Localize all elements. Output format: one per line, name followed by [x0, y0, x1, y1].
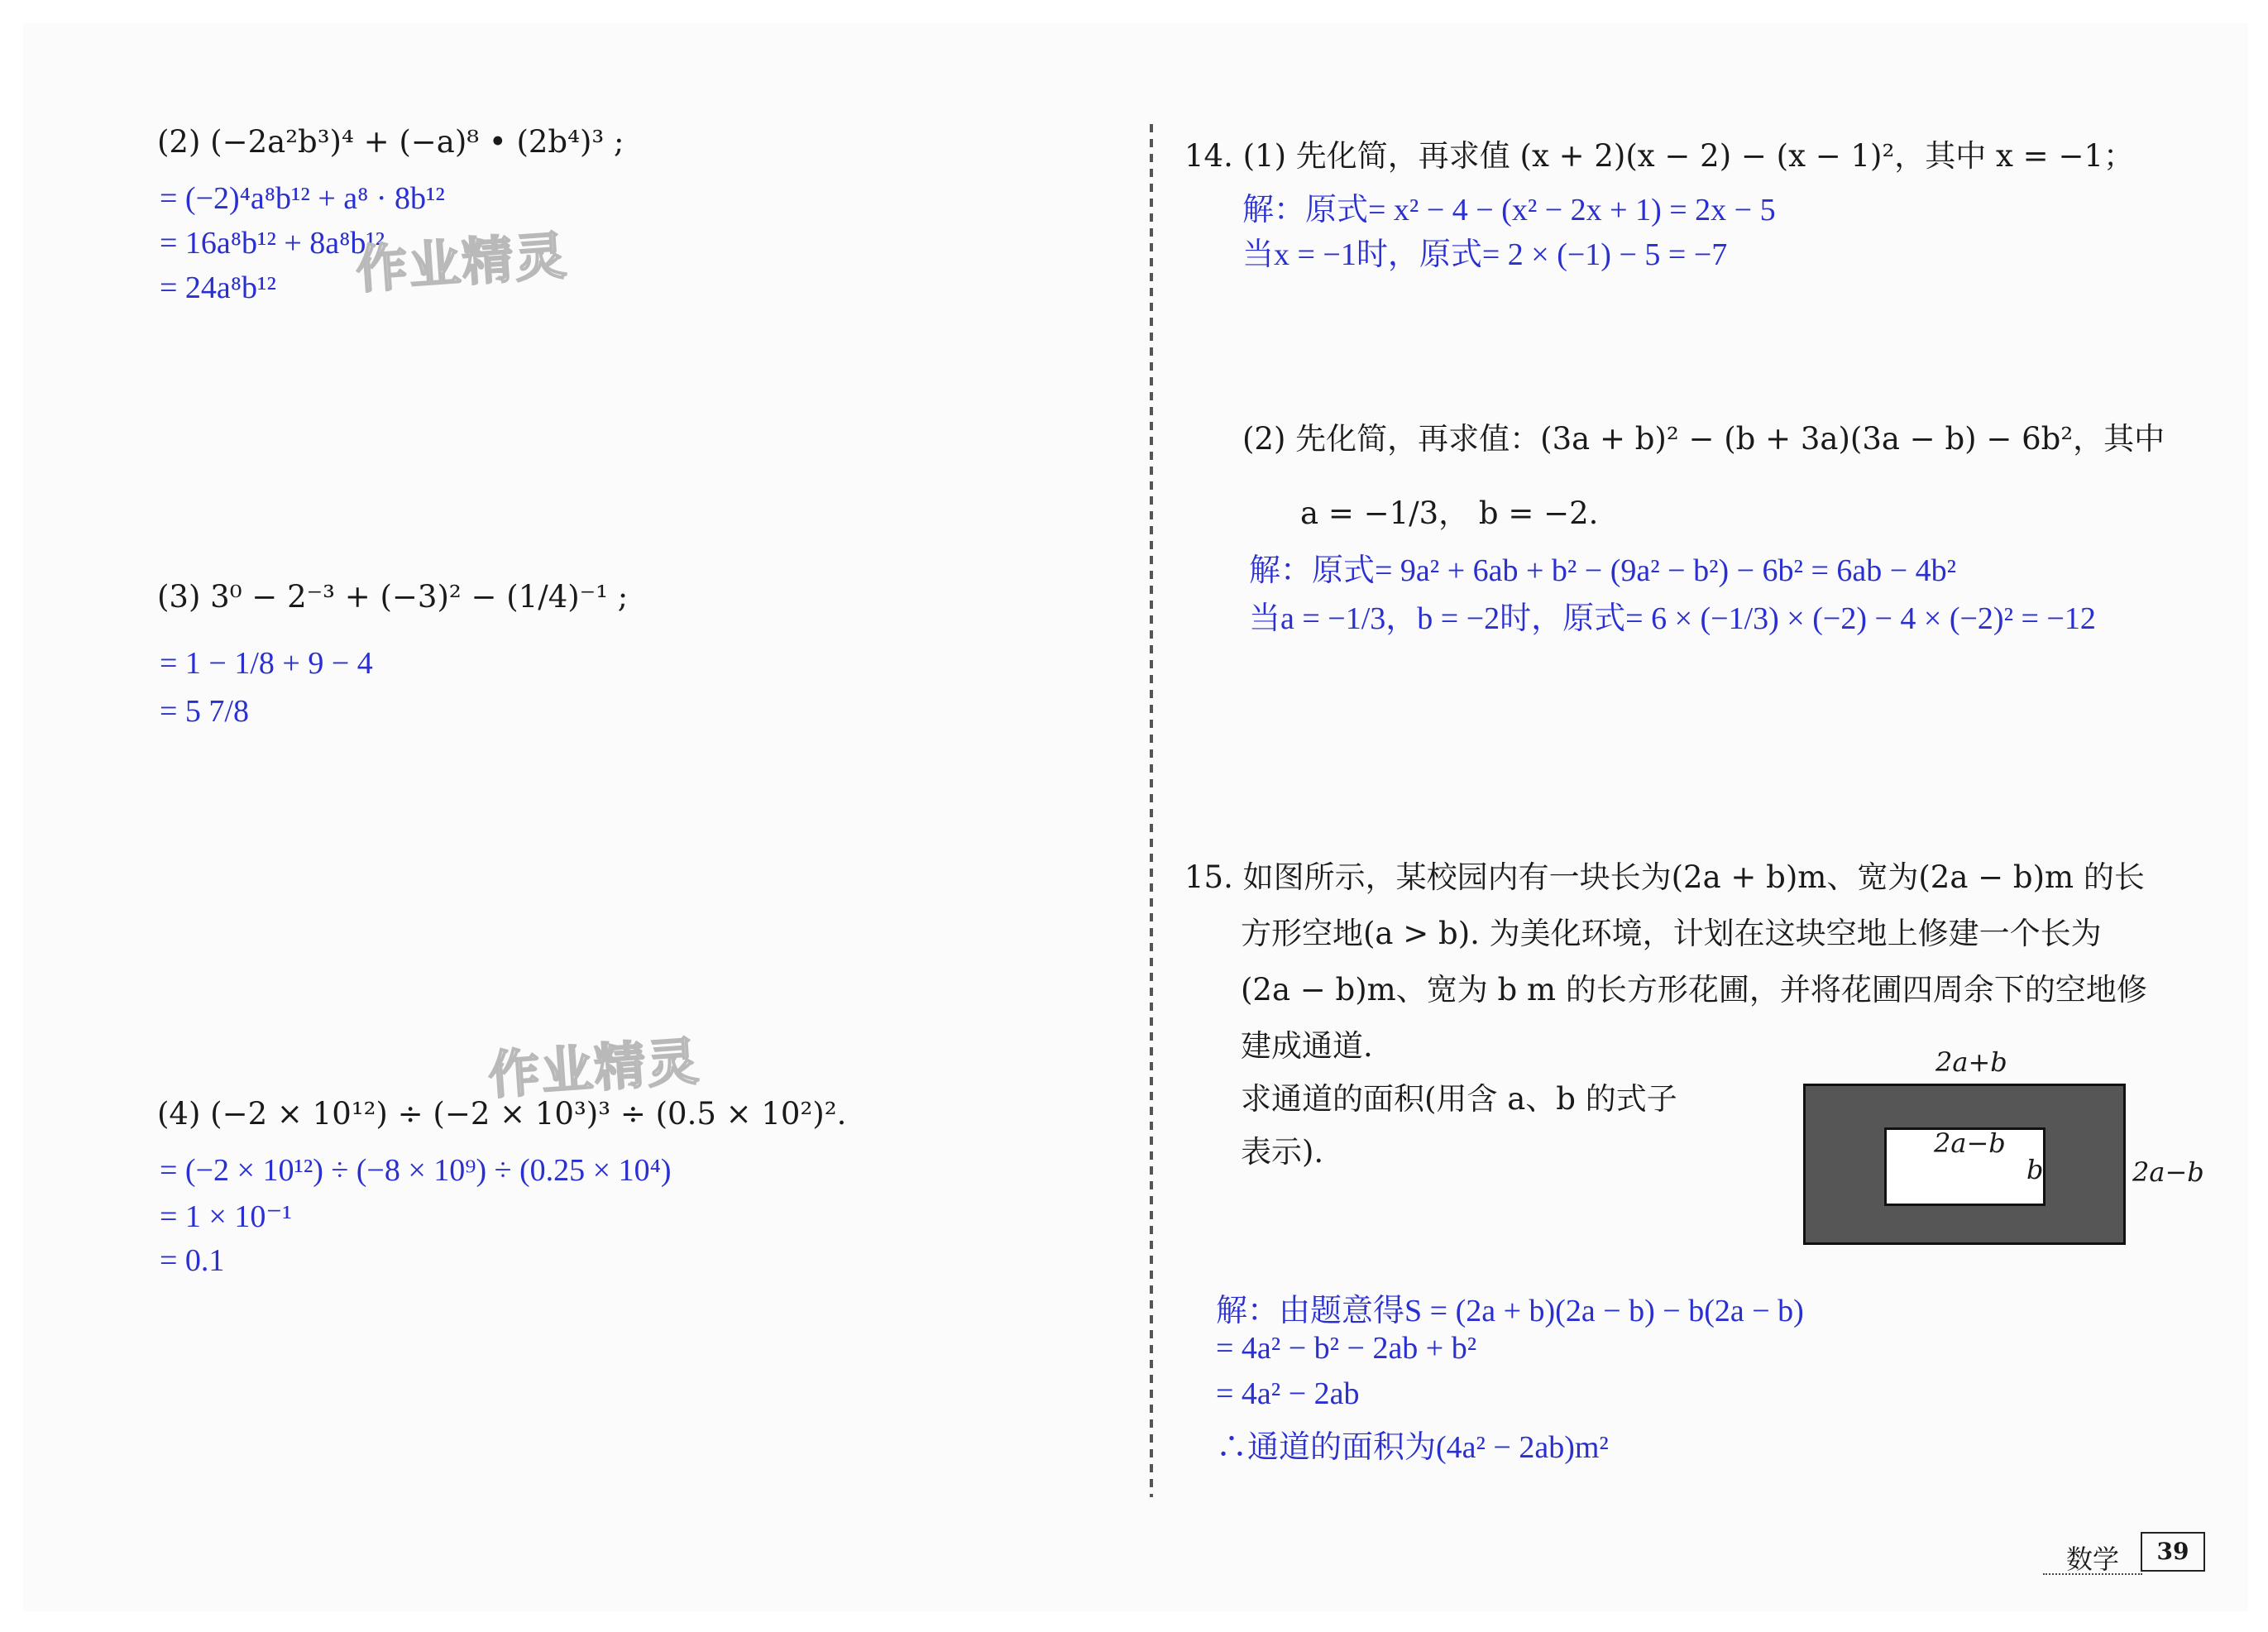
- watermark-2: 作业精灵: [486, 1031, 702, 1106]
- problem-14-2-condition: a = −1/3， b = −2.: [1300, 495, 1599, 531]
- problem-3-question: (3) 3⁰ − 2⁻³ + (−3)² − (1/4)⁻¹ ;: [157, 579, 629, 615]
- problem-14-2-question: (2) 先化简，再求值：(3a + b)² − (b + 3a)(3a − b) − 6b²，其中: [1242, 421, 2165, 457]
- problem-14-1-step-1: 解：原式= x² − 4 − (x² − 2x + 1) = 2x − 5: [1242, 193, 1776, 227]
- subject-label: 数学: [2066, 1543, 2120, 1575]
- problem-15-line-2: 方形空地(a > b). 为美化环境，计划在这块空地上修建一个长为: [1241, 916, 2102, 951]
- figure-label-outer-top: 2a+b: [1935, 1046, 2007, 1078]
- problem-14-1-question: 14. (1) 先化简，再求值 (x + 2)(x − 2) − (x − 1)²，其中 x = −1；: [1184, 138, 2134, 174]
- problem-2-step-3: = 24a⁸b¹²: [160, 270, 276, 305]
- column-divider: [1150, 124, 1153, 1497]
- figure-label-inner-top: 2a−b: [1934, 1127, 2006, 1159]
- problem-15-line-5: 求通道的面积(用含 a、b 的式子: [1241, 1081, 1677, 1117]
- problem-14-1-step-2: 当x = −1时，原式= 2 × (−1) − 5 = −7: [1242, 237, 1728, 272]
- problem-15-step-3: = 4a² − 2ab: [1216, 1376, 1360, 1411]
- problem-15-line-3: (2a − b)m、宽为 b m 的长方形花圃，并将花圃四周余下的空地修: [1241, 972, 2147, 1007]
- footer-dotted-rule: [2043, 1573, 2142, 1575]
- problem-15-line-1: 15. 如图所示，某校园内有一块长为(2a + b)m、宽为(2a − b)m 的长: [1184, 859, 2145, 895]
- garden-figure: [1803, 1084, 2126, 1245]
- problem-15-line-4: 建成通道.: [1241, 1028, 1373, 1064]
- problem-14-2-step-1: 解：原式= 9a² + 6ab + b² − (9a² − b²) − 6b² = 6ab − 4b²: [1249, 553, 1957, 588]
- problem-15-step-1: 解：由题意得S = (2a + b)(2a − b) − b(2a − b): [1216, 1294, 1804, 1328]
- problem-2-step-2: = 16a⁸b¹² + 8a⁸b¹²: [160, 226, 385, 261]
- problem-4-step-1: = (−2 × 10¹²) ÷ (−8 × 10⁹) ÷ (0.25 × 10⁴): [160, 1153, 672, 1188]
- problem-4-question: (4) (−2 × 10¹²) ÷ (−2 × 10³)³ ÷ (0.5 × 10²)².: [157, 1096, 847, 1132]
- problem-2-question: (2) (−2a²b³)⁴ + (−a)⁸ • (2b⁴)³ ;: [157, 124, 624, 160]
- problem-15-step-4: ∴通道的面积为(4a² − 2ab)m²: [1216, 1430, 1609, 1465]
- problem-3-step-1: = 1 − 1/8 + 9 − 4: [160, 646, 373, 681]
- page-number: 39: [2141, 1532, 2205, 1572]
- watermark-1: 作业精灵: [354, 225, 570, 300]
- problem-15-line-6: 表示).: [1241, 1134, 1324, 1170]
- problem-3-step-2: = 5 7/8: [160, 694, 249, 729]
- problem-4-step-2: = 1 × 10⁻¹: [160, 1199, 292, 1234]
- problem-14-2-step-2: 当a = −1/3，b = −2时，原式= 6 × (−1/3) × (−2) − 4 × (−2)² = −12: [1249, 601, 2096, 636]
- figure-label-inner-right: b: [2026, 1154, 2044, 1185]
- problem-4-step-3: = 0.1: [160, 1243, 225, 1278]
- problem-2-step-1: = (−2)⁴a⁸b¹² + a⁸ · 8b¹²: [160, 181, 445, 216]
- figure-label-outer-right: 2a−b: [2132, 1156, 2204, 1188]
- problem-15-step-2: = 4a² − b² − 2ab + b²: [1216, 1331, 1477, 1366]
